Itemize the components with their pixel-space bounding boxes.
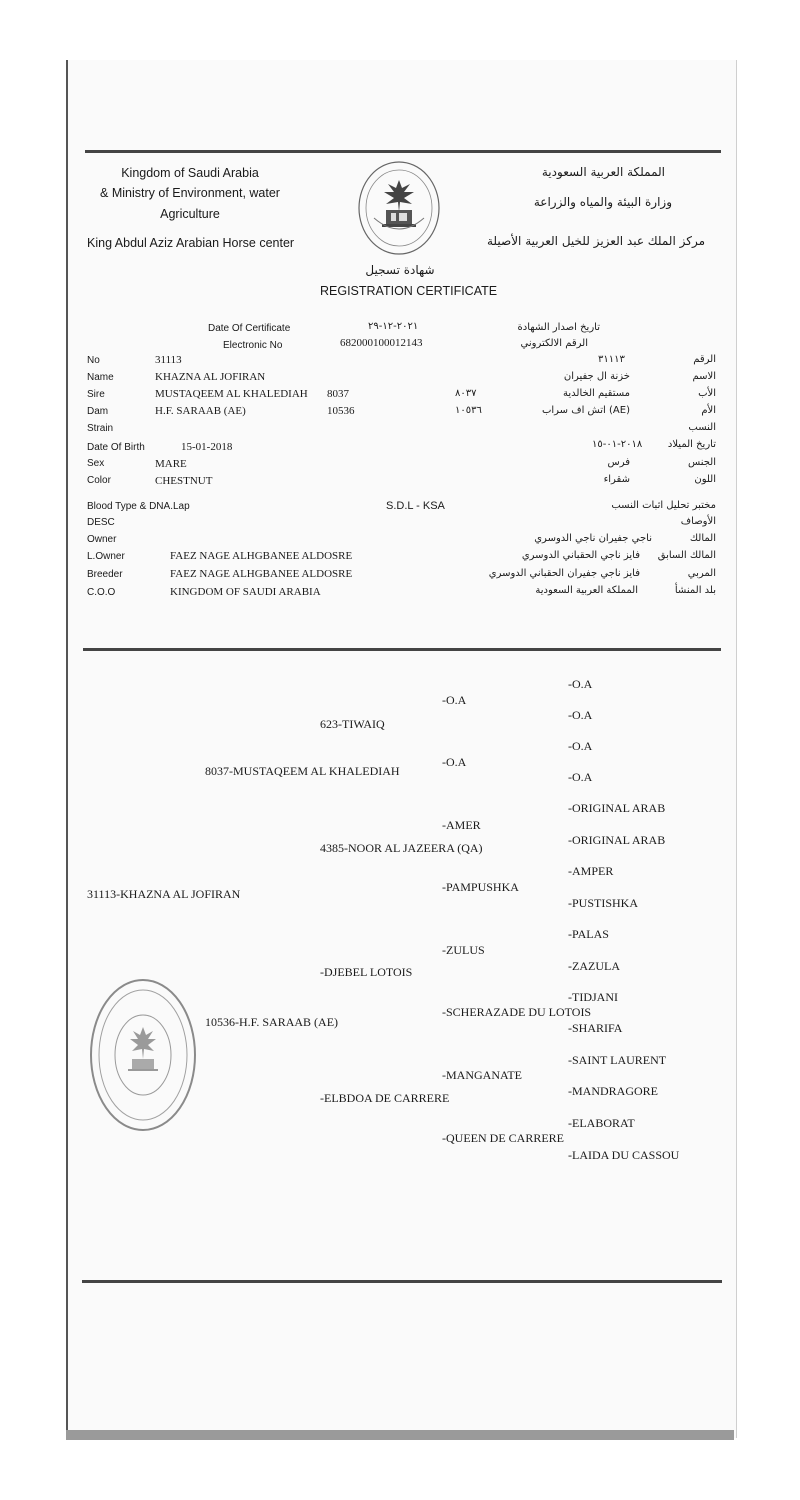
owner-value-ar: ناجي جفيران ناجي الدوسري (534, 533, 652, 544)
name-value-ar: خزنة ال جفيران (563, 371, 630, 382)
header-ar-line3: مركز الملك عبد العزيز للخيل العربية الأصيلة (487, 234, 705, 248)
lowner-value-ar: فايز ناجي الحقباني الدوسري (521, 550, 640, 561)
pedigree-g3-6: -SCHERAZADE DU LOTOIS (442, 1005, 592, 1019)
no-label-ar: الرقم (693, 354, 716, 365)
owner-label-ar: المالك (689, 533, 716, 544)
desc-label: DESC (87, 517, 115, 528)
date-of-certificate-value: ٢٠٢١-١٢-٢٩ (368, 321, 419, 332)
strain-label-ar: النسب (688, 422, 716, 433)
pedigree-g4-1: -O.A (568, 677, 593, 691)
registry-seal-stamp (88, 975, 198, 1135)
blood-type-label: Blood Type & DNA.Lap (87, 501, 190, 512)
pedigree-g2-1: 623-TIWAIQ (320, 717, 385, 731)
name-label-ar: الاسم (692, 371, 716, 382)
pedigree-g2-2: 4385-NOOR AL JAZEERA (QA) (320, 841, 483, 855)
dob-label-ar: تاريخ الميلاد (667, 439, 716, 450)
lowner-value: FAEZ NAGE ALHGBANEE ALDOSRE (170, 550, 353, 562)
dob-value: 15-01-2018 (181, 441, 233, 453)
pedigree-g3-8: -QUEEN DE CARRERE (442, 1131, 564, 1145)
pedigree-g4-4: -O.A (568, 770, 593, 784)
header-en-line2: & Ministry of Environment, water (100, 186, 280, 200)
sire-value-ar: مستقيم الخالدية (563, 388, 630, 399)
pedigree-g4-16: -LAIDA DU CASSOU (568, 1148, 680, 1162)
electronic-no-label: Electronic No (223, 340, 283, 351)
name-label: Name (87, 372, 114, 383)
color-value-ar: شقراء (603, 474, 630, 485)
center-emblem-icon (354, 158, 444, 258)
dam-value-ar: (AE) اتش اف سراب (541, 405, 630, 416)
sex-label-ar: الجنس (687, 457, 716, 468)
sex-value: MARE (155, 458, 187, 470)
pedigree-g4-7: -AMPER (568, 864, 614, 878)
strain-label: Strain (87, 423, 114, 434)
pedigree-g3-5: -ZULUS (442, 943, 485, 957)
pedigree-g4-10: -ZAZULA (568, 959, 620, 973)
pedigree-sire: 8037-MUSTAQEEM AL KHALEDIAH (205, 764, 400, 778)
coo-label-ar: بلد المنشأ (674, 585, 716, 596)
header-ar-line1: المملكة العربية السعودية (541, 165, 665, 179)
color-value: CHESTNUT (155, 475, 213, 487)
breeder-label: Breeder (87, 569, 123, 580)
coo-label: C.O.O (87, 587, 116, 598)
header-en-line3: Agriculture (160, 207, 220, 221)
pedigree-dam: 10536-H.F. SARAAB (AE) (205, 1015, 339, 1029)
pedigree-g4-6: -ORIGINAL ARAB (568, 833, 666, 847)
dam-label: Dam (87, 406, 109, 417)
paper-bottom-edge (66, 1430, 734, 1440)
owner-label: Owner (87, 534, 117, 545)
pedigree-g4-12: -SHARIFA (568, 1021, 623, 1035)
sex-label: Sex (87, 458, 105, 469)
pedigree-g4-13: -SAINT LAURENT (568, 1053, 667, 1067)
pedigree-g3-2: -O.A (442, 755, 467, 769)
pedigree-root: 31113-KHAZNA AL JOFIRAN (87, 887, 241, 901)
pedigree-g4-14: -MANDRAGORE (568, 1084, 658, 1098)
dob-label: Date Of Birth (87, 442, 145, 453)
date-of-certificate-label-ar: تاريخ اصدار الشهادة (517, 322, 600, 333)
desc-label-ar: الأوصاف (680, 516, 716, 527)
electronic-no-value: 682000100012143 (340, 337, 423, 349)
color-label: Color (87, 475, 111, 486)
sex-value-ar: فرس (607, 457, 630, 468)
pedigree-g3-1: -O.A (442, 693, 467, 707)
sire-number-ar: ٨٠٣٧ (455, 388, 477, 399)
lowner-label: L.Owner (87, 551, 125, 562)
lowner-label-ar: المالك السابق (657, 550, 716, 561)
date-of-certificate-label: Date Of Certificate (208, 323, 291, 334)
blood-type-label-ar: مختبر تحليل اثبات النسب (611, 500, 716, 511)
top-divider (85, 150, 721, 153)
breeder-label-ar: المربي (687, 568, 716, 579)
bottom-divider (82, 1280, 722, 1283)
header-en-line4: King Abdul Aziz Arabian Horse center (87, 236, 295, 250)
pedigree-g4-15: -ELABORAT (568, 1116, 635, 1130)
dam-label-ar: الأم (701, 405, 716, 416)
pedigree-g3-7: -MANGANATE (442, 1068, 522, 1082)
title-arabic: شهادة تسجيل (365, 263, 435, 277)
dob-value-ar: ٢٠١٨-٠١-١٥ (592, 439, 643, 450)
electronic-no-label-ar: الرقم الالكتروني (520, 338, 588, 349)
pedigree-g3-4: -PAMPUSHKA (442, 880, 519, 894)
name-value: KHAZNA AL JOFIRAN (155, 371, 266, 383)
sire-value: MUSTAQEEM AL KHALEDIAH (155, 388, 308, 400)
pedigree-g4-2: -O.A (568, 708, 593, 722)
pedigree-g4-8: -PUSTISHKA (568, 896, 639, 910)
dam-number: 10536 (327, 405, 355, 417)
dam-number-ar: ١٠٥٣٦ (455, 405, 482, 416)
no-label: No (87, 355, 100, 366)
sire-label: Sire (87, 389, 105, 400)
pedigree-g2-4: -ELBDOA DE CARRERE (320, 1091, 450, 1105)
dam-value: H.F. SARAAB (AE) (155, 405, 246, 417)
pedigree-g4-9: -PALAS (568, 927, 609, 941)
pedigree-g4-11: -TIDJANI (568, 990, 618, 1004)
pedigree-g4-5: -ORIGINAL ARAB (568, 801, 666, 815)
title-english: REGISTRATION CERTIFICATE (320, 284, 498, 298)
pedigree-g3-3: -AMER (442, 818, 481, 832)
breeder-value: FAEZ NAGE ALHGBANEE ALDOSRE (170, 568, 353, 580)
pedigree-g4-3: -O.A (568, 739, 593, 753)
breeder-value-ar: فايز ناجي جفيران الحقباني الدوسري (488, 568, 640, 579)
blood-type-value: S.D.L - KSA (386, 500, 445, 512)
pedigree-g2-3: -DJEBEL LOTOIS (320, 965, 413, 979)
sire-label-ar: الأب (698, 388, 716, 399)
sire-number: 8037 (327, 388, 349, 400)
header-en-line1: Kingdom of Saudi Arabia (121, 166, 259, 180)
color-label-ar: اللون (694, 474, 716, 485)
middle-divider (83, 648, 721, 651)
header-ar-line2: وزارة البيئة والمياه والزراعة (533, 195, 672, 209)
coo-value: KINGDOM OF SAUDI ARABIA (170, 586, 321, 598)
no-value-ar: ٣١١١٣ (598, 354, 625, 365)
coo-value-ar: المملكة العربية السعودية (535, 585, 638, 596)
no-value: 31113 (155, 354, 182, 366)
